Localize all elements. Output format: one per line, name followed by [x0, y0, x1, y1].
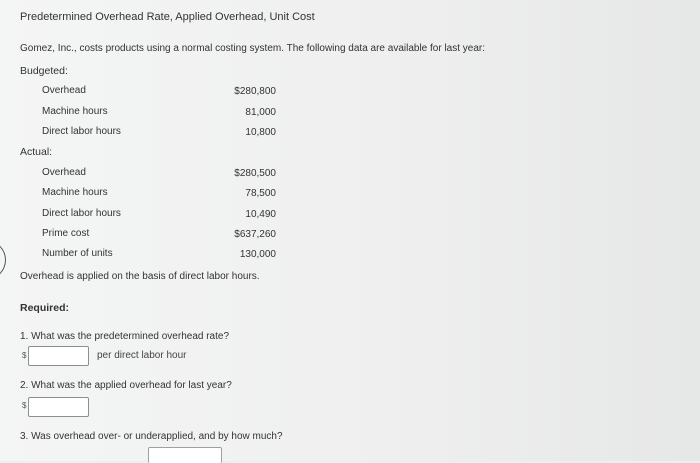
question-1-currency: $ — [22, 351, 27, 360]
problem-intro: Gomez, Inc., costs products using a normal costing system. The following data are available for last year: — [20, 43, 486, 54]
budgeted-direct-labor-hours-label: Direct labor hours — [42, 126, 121, 137]
question-1-unit-label: per direct labor hour — [97, 350, 187, 361]
question-2-text: 2. What was the applied overhead for last year? — [20, 380, 232, 391]
question-1-text: 1. What was the predetermined overhead rate? — [20, 331, 230, 342]
overhead-note: Overhead is applied on the basis of direct labor hours. — [20, 271, 260, 282]
actual-overhead-value: $280,500 — [234, 168, 276, 179]
budgeted-overhead-label: Overhead — [42, 85, 86, 96]
actual-prime-cost-value: $637,260 — [234, 229, 276, 240]
budgeted-machine-hours-value: 81,000 — [245, 107, 276, 118]
budgeted-direct-labor-hours-value: 10,800 — [245, 127, 276, 138]
actual-machine-hours-value: 78,500 — [245, 188, 276, 199]
actual-machine-hours-label: Machine hours — [42, 187, 108, 198]
question-2-currency: $ — [22, 401, 27, 410]
required-header: Required: — [20, 302, 70, 314]
problem-title: Predetermined Overhead Rate, Applied Overhead, Unit Cost — [20, 11, 315, 23]
actual-direct-labor-hours-label: Direct labor hours — [42, 208, 121, 219]
actual-direct-labor-hours-value: 10,490 — [245, 209, 276, 220]
actual-number-of-units-label: Number of units — [42, 248, 113, 259]
actual-prime-cost-label: Prime cost — [42, 228, 90, 239]
question-3-text: 3. Was overhead over- or underapplied, and by how much? — [20, 431, 283, 442]
predetermined-rate-input[interactable] — [28, 346, 89, 366]
page-curl-arc — [0, 240, 6, 280]
applied-overhead-input[interactable] — [28, 397, 89, 417]
actual-overhead-label: Overhead — [42, 167, 86, 178]
budgeted-header: Budgeted: — [20, 65, 68, 77]
budgeted-overhead-value: $280,800 — [234, 86, 276, 97]
actual-number-of-units-value: 130,000 — [239, 249, 276, 260]
actual-header: Actual: — [20, 146, 53, 158]
budgeted-machine-hours-label: Machine hours — [42, 106, 108, 117]
